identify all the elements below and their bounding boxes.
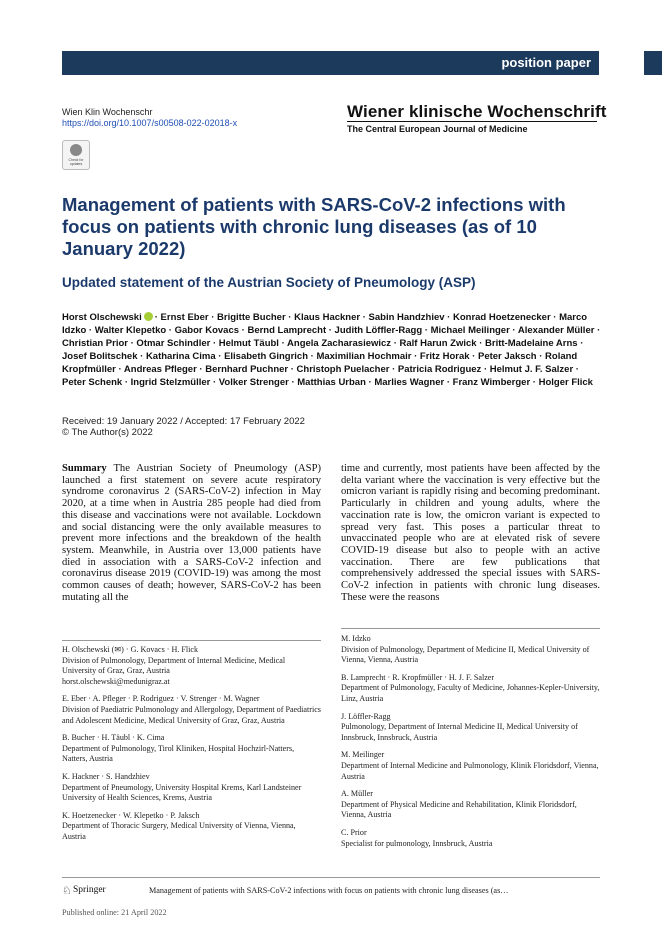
first-author: Horst Olschewski <box>62 312 142 323</box>
affiliation-names: M. Meilinger <box>341 750 385 760</box>
affiliation-divider-right <box>341 628 600 629</box>
publisher-name: Springer <box>73 885 106 895</box>
affiliations-left <box>62 645 321 850</box>
affiliation-names: K. Hackner · S. Handzhiev <box>62 771 150 781</box>
journal-subtitle: The Central European Journal of Medicine <box>347 124 528 134</box>
affiliation-block <box>341 712 600 744</box>
affiliations-right <box>341 634 600 856</box>
article-subtitle: Updated statement of the Austrian Society of Pneumology (ASP) <box>62 275 476 290</box>
other-authors: · Ernst Eber · Brigitte Bucher · Klaus Hackner · Sabin Handzhiev · Konrad Hoetzenecker · Marco Idzko · Walter Klepetko · Gabor Kovacs · Bernd Lamprecht · Judith Löffler-Ragg · Michael Meilinger · Alexander Müller · Christian Prior · Otmar Schindler · Helmut Täubl · Angela Zacharasiewicz · Ralf Harun Zwick · Britt-Madelaine Arns · Josef Bolitschek · Katharina Cima · Elisabeth Gingrich · Maximilian Hochmair · Fritz Horak · Peter Jaksch · Roland Kropfmüller · Andreas Pfleger · Bernhard Puchner · Christoph Puelacher · Patricia Rodriguez · Helmut J. F. Salzer · Peter Schenk · Ingrid Stelzmüller · Volker Strenger · Matthias Urban · Marlies Wagner · Franz Wimberger · Holger Flick <box>62 312 601 389</box>
affiliation-dept: Department of Physical Medicine and Rehabilitation, Klinik Floridsdorf, Vienna, Austria <box>341 799 577 820</box>
affiliation-names: K. Hoetzenecker · W. Klepetko · P. Jaksch <box>62 810 200 820</box>
affiliation-dept: Department of Internal Medicine and Pulmonology, Klinik Floridsdorf, Vienna, Austria <box>341 760 599 781</box>
affiliation-block <box>62 772 321 804</box>
summary-text-left: The Austrian Society of Pneumology (ASP) launched a first statement on severe acute respiratory syndrome coronavirus 2 (SARS-CoV-2) infection in May 2020, at a time when in Austria 285 people had died from this disease and vaccinations were not available. Lockdown and social distancing were the only available measures to prevent more infections and the breakdown of the health system. Meanwhile, in Austria over 13,000 patients have died in association with a SARS-CoV-2 infection and coronavirus disease 2019 (COVID-19) was among the most common causes of death; however, SARS-CoV-2 has been mutating all the <box>62 463 321 603</box>
journal-short-name: Wien Klin Wochenschr <box>62 107 153 117</box>
summary-text-right: time and currently, most patients have been affected by the delta variant where the vaccination is very effective but the omicron variant is rapidly rising and becoming predominant. Particularly in children and young adults, where the vaccination rate is low, the omicron variant is expected to spread very fast. This poses a particular threat to unvaccinated people who are at elevated risk of severe COVID-19 disease but also to people with an active vaccination. There are few publications that comprehensively addressed the special issues with SARS-CoV-2 infection in patients with chronic lung diseases. These were the reasons <box>341 463 600 603</box>
author-list <box>62 311 602 390</box>
affiliation-block <box>341 673 600 705</box>
bookmark-icon <box>70 144 82 156</box>
affiliation-block <box>62 645 321 687</box>
affiliation-names: J. Löffler-Ragg <box>341 711 391 721</box>
affiliation-dept: Department of Thoracic Surgery, Medical University of Vienna, Vienna, Austria <box>62 821 296 841</box>
affiliation-dept: Department of Pulmonology, Tirol Kliniken, Hospital Hochzirl-Natters, Natters, Austria <box>62 743 295 764</box>
affiliation-block <box>62 694 321 726</box>
affiliation-block <box>341 750 600 782</box>
update-badge-label: Check for updates <box>68 158 84 166</box>
check-for-updates-badge[interactable] <box>62 140 90 170</box>
affiliation-block <box>341 634 600 666</box>
summary-heading: Summary <box>62 463 107 474</box>
article-dates <box>62 416 305 438</box>
affiliation-block <box>62 811 321 843</box>
orcid-icon[interactable] <box>144 312 153 321</box>
author-email[interactable]: horst.olschewski@medunigraz.at <box>62 676 170 686</box>
affiliation-dept: Department of Pulmonology, Faculty of Medicine, Johannes-Kepler-University, Linz, Austria <box>341 683 600 703</box>
affiliation-names: B. Lamprecht · R. Kropfmüller · H. J. F. Salzer <box>341 672 495 682</box>
affiliation-block <box>62 733 321 765</box>
affiliation-names: H. Olschewski (✉) · G. Kovacs · H. Flick <box>62 645 199 654</box>
affiliation-dept: Division of Paediatric Pulmonology and Allergology, Department of Paediatrics and Adolescent Medicine, Medical University of Graz, Graz, Austria <box>62 704 321 725</box>
edge-tab <box>644 51 662 75</box>
affiliation-dept: Division of Pulmonology, Department of Internal Medicine, Medical University of Graz, Graz, Austria <box>62 655 286 676</box>
affiliation-dept: Specialist for pulmonology, Innsbruck, Austria <box>341 838 493 848</box>
journal-title-rule <box>347 121 597 122</box>
section-banner <box>62 51 599 75</box>
affiliation-dept: Department of Pneumology, University Hospital Krems, Karl Landsteiner University of Health Sciences, Krems, Austria <box>62 782 302 803</box>
section-label: position paper <box>501 55 591 70</box>
affiliation-dept: Division of Pulmonology, Department of Medicine II, Medical University of Vienna, Vienna, Austria <box>341 644 590 665</box>
affiliation-names: B. Bucher · H. Täubl · K. Cima <box>62 733 165 743</box>
affiliation-block <box>341 789 600 821</box>
journal-title: Wiener klinische Wochenschrift <box>347 102 607 121</box>
doi-link[interactable]: https://doi.org/10.1007/s00508-022-02018-x <box>62 118 238 128</box>
affiliation-block <box>341 828 600 849</box>
affiliation-names: E. Eber · A. Pfleger · P. Rodriguez · V. Strenger · M. Wagner <box>62 694 260 704</box>
footer-divider <box>62 877 600 878</box>
published-date: Published online: 21 April 2022 <box>62 908 167 917</box>
copyright: © The Author(s) 2022 <box>62 427 153 438</box>
affiliation-names: C. Prior <box>341 827 367 837</box>
affiliation-names: A. Müller <box>341 789 373 799</box>
springer-horse-icon: ♘ <box>62 885 72 897</box>
received-date: Received: 19 January 2022 / Accepted: 17 February 2022 <box>62 416 305 427</box>
running-title: Management of patients with SARS-CoV-2 infections with focus on patients with chronic lung diseases (as… <box>149 886 509 895</box>
summary-left-column <box>62 463 321 603</box>
affiliation-names: M. Idzko <box>341 634 371 643</box>
affiliation-dept: Pulmonology, Department of Internal Medicine II, Medical University of Innsbruck, Innsbruck, Austria <box>341 722 578 742</box>
article-title: Management of patients with SARS-CoV-2 infections with focus on patients with chronic lung diseases (as of 10 January 2022) <box>62 194 566 259</box>
summary-right-column <box>341 463 600 603</box>
affiliation-divider-left <box>62 640 321 641</box>
